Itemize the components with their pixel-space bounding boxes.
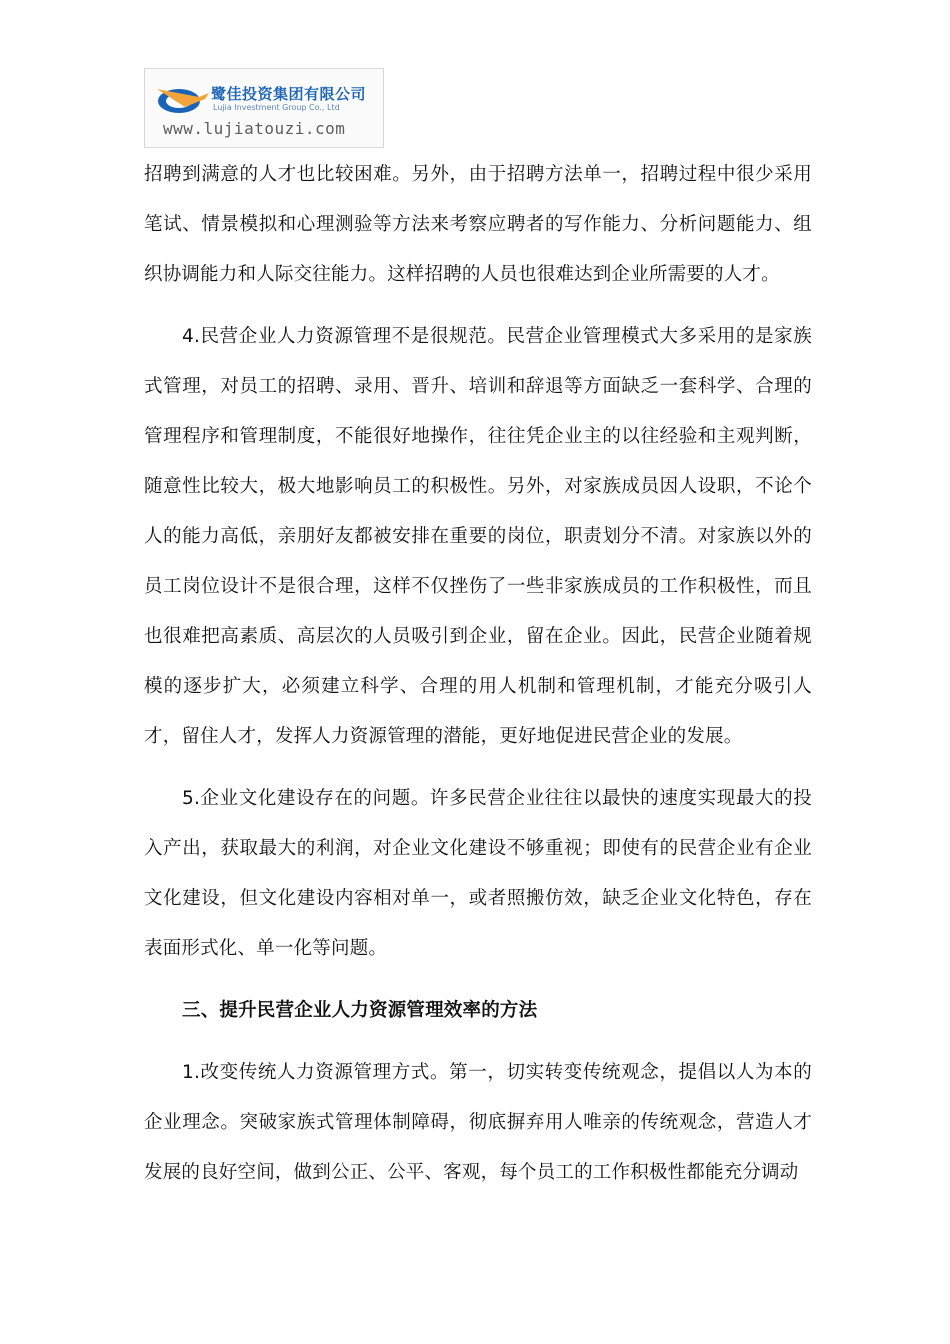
logo-company-english: Lujia Investment Group Co., Ltd [213, 103, 340, 112]
paragraph-recruitment-continued: 招聘到满意的人才也比较困难。另外，由于招聘方法单一，招聘过程中很少采用笔试、情景模拟和心理测验等方法来考察应聘者的写作能力、分析问题能力、组织协调能力和人际交往能力。这样招聘的人员也很难达到企业所需要的人才。 [144, 164, 812, 285]
logo-website: www.lujiatouzi.com [163, 119, 346, 138]
paragraph-point-5: 5.企业文化建设存在的问题。许多民营企业往往以最快的速度实现最大的投入产出，获取最大的利润，对企业文化建设不够重视；即使有的民营企业有企业文化建设，但文化建设内容相对单一，或者照搬仿效，缺乏企业文化特色，存在表面形式化、单一化等问题。 [144, 788, 812, 959]
paragraph-method-1: 1.改变传统人力资源管理方式。第一，切实转变传统观念，提倡以人为本的企业理念。突破家族式管理体制障碍，彻底摒弃用人唯亲的传统观念，营造人才发展的良好空间，做到公正、公平、客观，每个员工的工作积极性都能充分调动 [144, 1062, 812, 1183]
plane-logo-icon [155, 79, 211, 119]
paragraph-point-4: 4.民营企业人力资源管理不是很规范。民营企业管理模式大多采用的是家族式管理，对员工的招聘、录用、晋升、培训和辞退等方面缺乏一套科学、合理的管理程序和管理制度，不能很好地操作，往往凭企业主的以往经验和主观判断，随意性比较大，极大地影响员工的积极性。另外，对家族成员因人设职，不论个人的能力高低，亲朋好友都被安排在重要的岗位，职责划分不清。对家族以外的员工岗位设计不是很合理，这样不仅挫伤了一些非家族成员的工作积极性，而且也很难把高素质、高层次的人员吸引到企业，留在企业。因此，民营企业随着规模的逐步扩大，必须建立科学、合理的用人机制和管理机制，才能充分吸引人才，留住人才，发挥人力资源管理的潜能，更好地促进民营企业的发展。 [144, 326, 812, 747]
company-logo [144, 68, 384, 148]
logo-company-name: 鹭佳投资集团有限公司 [211, 85, 367, 103]
document-body [144, 150, 812, 1210]
section-heading-3: 三、提升民营企业人力资源管理效率的方法 [182, 1000, 538, 1021]
